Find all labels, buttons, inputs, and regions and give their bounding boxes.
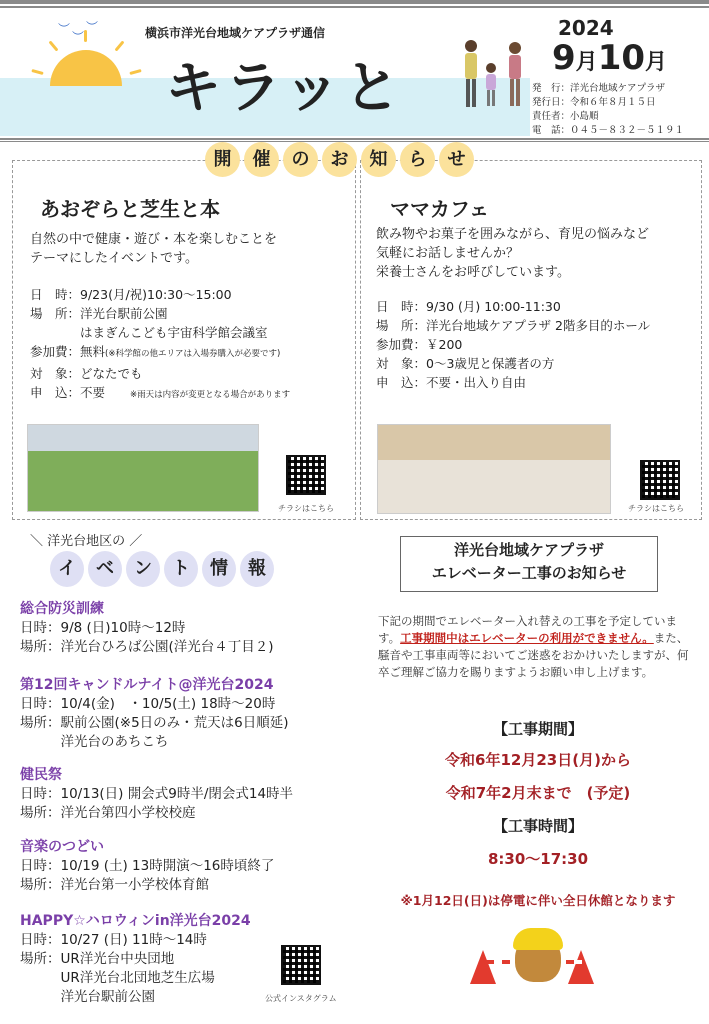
top-rule-thin <box>0 6 709 8</box>
area-label: ＼ 洋光台地区の ／ <box>30 534 143 549</box>
issue-date: 9月10月 <box>552 38 668 78</box>
sun-horizon <box>40 86 132 132</box>
event-halloween: HAPPY☆ハロウィンin洋光台2024 日時：10/27 (日) 11時～14時 場所：UR洋光台中央団地 UR洋光台北団地芝生広場 洋光台駅前公園 <box>20 913 251 1005</box>
mamacafe-qr-label: チラシはこちら <box>628 504 684 513</box>
top-rule <box>0 0 709 4</box>
event-bousai: 総合防災訓練 日時：9/8 (日)10時～12時 場所：洋光台ひろば公園(洋光台４丁目２) <box>20 601 274 655</box>
events-heading: イ ベ ン ト 情 報 <box>50 551 274 587</box>
notice-heading: 開 催 の お 知 ら せ <box>205 142 474 178</box>
newsletter-logo: キラッと <box>165 56 404 121</box>
event-music: 音楽のつどい 日時：10/19 (土) 13時開演～16時頃終了 場所：洋光台第一小学校体育館 <box>20 839 275 893</box>
closure-note: ※1月12日(日)は停電に伴い全日休館となります <box>400 893 676 908</box>
issue-year: 2024 <box>558 16 614 40</box>
elevator-description: 下記の期間でエレベーター入れ替えの工事を予定しています。工事期間中はエレベーターの利用ができません。また、騒音や工事車両等においてご迷惑をおかけいたしますが、何卒ご理解ご協力を賜りますようお願い申し上げます。 <box>378 614 689 679</box>
mamacafe-title: ママカフェ <box>390 197 489 221</box>
helmet-icon <box>513 928 563 950</box>
header-rule <box>0 138 709 140</box>
aozora-qr-code[interactable] <box>286 455 326 495</box>
org-name: 横浜市洋光台地域ケアプラザ通信 <box>145 26 326 40</box>
aozora-intro: 自然の中で健康・遊び・本を楽しむことを テーマにしたイベントです。 <box>30 232 278 266</box>
aozora-title: あおぞらと芝生と本 <box>40 197 220 221</box>
instagram-label: 公式インスタグラム <box>265 994 337 1003</box>
elevator-heading: 洋光台地域ケアプラザ エレベーター工事のお知らせ <box>400 536 658 592</box>
aozora-photo <box>27 424 259 512</box>
aozora-details: 日 時：9/23(月/祝)10:30～15:00 場 所：洋光台駅前公園 はまぎんこども宇宙科学館会議室 参加費：無料(※科学館の他エリアは入場券購入が必要です) 対 象：どなたでも 申 込：不要 ※雨天は内容が変更となる場合があります <box>30 287 291 400</box>
publisher-info: 発 行：洋光台地域ケアプラザ 発行日：令和６年８月１５日 責任者：小島順 電 話：０４５－８３２－５１９１ <box>532 83 685 136</box>
mamacafe-intro: 飲み物やお菓子を囲みながら、育児の悩みなど 気軽にお話しませんか？ 栄養士さんをお呼びしています。 <box>376 227 650 280</box>
family-illustration <box>455 38 535 110</box>
elevator-period: 【工事期間】 令和6年12月23日(月)から 令和7年2月末まで (予定) 【工事時間】 8:30～17:30 <box>445 720 631 868</box>
mamacafe-photo <box>377 424 611 514</box>
mamacafe-details: 日 時：9/30 (月) 10:00-11:30 場 所：洋光台地域ケアプラザ 2階多目的ホール 参加費：￥200 対 象：0～3歳児と保護者の方 申 込：不要・出入り自由 <box>376 299 651 390</box>
aozora-qr-label: チラシはこちら <box>278 504 334 513</box>
event-candle: 第12回キャンドルナイト@洋光台2024 日時：10/4(金) ・10/5(土) 18時～20時 場所：駅前公園(※5日のみ・荒天は6日順延) 洋光台のあちこち <box>20 677 289 750</box>
event-kenmin: 健民祭 日時：10/13(日) 開会式9時半/閉会式14時半 場所：洋光台第四小学校校庭 <box>20 767 294 821</box>
instagram-qr-code[interactable] <box>281 945 321 985</box>
mamacafe-qr-code[interactable] <box>640 460 680 500</box>
